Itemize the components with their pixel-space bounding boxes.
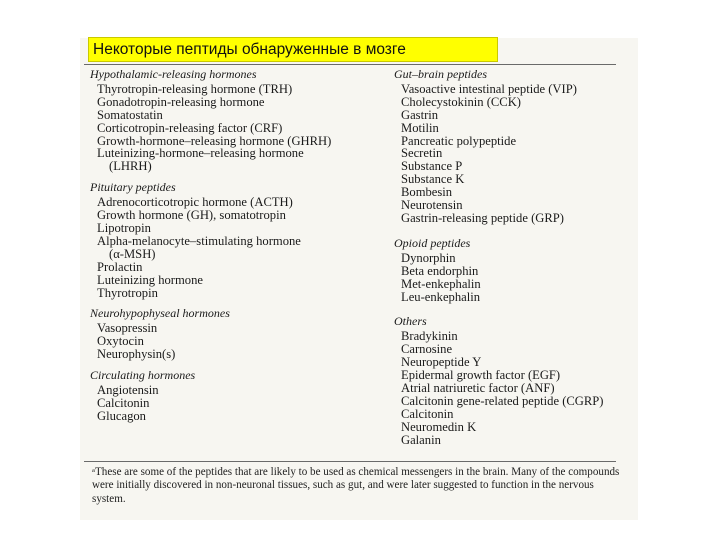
list-item: Gastrin-releasing peptide (GRP) [401,210,564,225]
list-item: Adrenocorticotropic hormone (ACTH) [97,195,293,210]
list-item: Oxytocin [97,334,144,349]
list-item: Substance P [401,159,463,174]
list-item: Calcitonin [97,395,150,410]
list-item: Dynorphin [401,250,456,265]
list-item: Somatostatin [97,107,163,122]
section-others [394,315,634,446]
section-opioid [394,237,634,304]
list-item: Cholecystokinin (CCK) [401,94,521,109]
list-item: Carnosine [401,342,453,357]
list-item: Leu-enkephalin [401,289,481,304]
list-item: Vasopressin [97,321,158,336]
section-heading: Gut–brain peptides [394,67,487,81]
list-item: Bombesin [401,185,453,200]
list-item: Prolactin [97,259,143,274]
list-item: Neurotensin [401,198,463,213]
list-item: Gonadotropin-releasing hormone [97,94,265,109]
list-item: Growth hormone (GH), somatotropin [97,208,286,223]
section-pituitary [90,181,380,299]
section-gut-brain [394,68,634,225]
list-item: (LHRH) [109,159,152,174]
list-item: Thyrotropin [97,285,158,300]
footnote: ᵃThese are some of the peptides that are likely to be used as chemical messengers in the brain. Many of the compounds were initially discovered in non-neuronal tissues, such as gut, and were later suggested to function in the nervous system. [92,466,620,505]
section-heading: Circulating hormones [90,368,196,383]
list-item: Calcitonin [401,406,454,421]
list-item: Thyrotropin-releasing hormone (TRH) [97,81,293,96]
list-item: (α-MSH) [109,246,156,261]
section-hypothalamic [90,68,380,173]
left-column [90,68,380,423]
section-heading: Neurohypophyseal hormones [90,306,230,321]
list-item: Neuropeptide Y [401,355,482,370]
section-heading: Opioid peptides [394,235,471,250]
list-item: Vasoactive intestinal peptide (VIP) [401,81,577,96]
list-item: Beta endorphin [401,263,479,278]
list-item: Gastrin [401,107,439,122]
list-item: Alpha-melanocyte–stimulating hormone [97,233,301,248]
footnote-rule [84,461,616,462]
section-heading: Others [394,314,427,329]
list-item: Corticotropin-releasing factor (CRF) [97,120,283,135]
list-item: Galanin [401,432,441,447]
list-item: Angiotensin [97,382,159,397]
list-item: Neuromedin K [401,419,477,434]
title-banner: Некоторые пептиды обнаруженные в мозге [88,37,498,62]
top-rule [84,64,616,65]
list-item: Pancreatic polypeptide [401,133,517,148]
list-item: Substance K [401,172,465,187]
list-item: Secretin [401,146,443,161]
list-item: Met-enkephalin [401,276,481,291]
list-item: Growth-hormone–releasing hormone (GHRH) [97,133,332,148]
list-item: Atrial natriuretic factor (ANF) [401,380,555,395]
list-item: Lipotropin [97,220,151,235]
right-column [394,68,634,446]
list-item: Glucagon [97,408,146,423]
section-circulating [90,369,380,423]
list-item: Motilin [401,120,439,135]
list-item: Luteinizing hormone [97,272,203,287]
section-heading: Hypothalamic-releasing hormones [90,67,257,81]
list-item: Epidermal growth factor (EGF) [401,368,561,383]
section-heading: Pituitary peptides [90,180,176,195]
list-item: Neurophysin(s) [97,347,176,362]
list-item: Luteinizing-hormone–releasing hormone [97,146,304,161]
list-item: Calcitonin gene-related peptide (CGRP) [401,393,604,408]
section-neurohypophyseal [90,307,380,361]
list-item: Bradykinin [401,329,458,344]
